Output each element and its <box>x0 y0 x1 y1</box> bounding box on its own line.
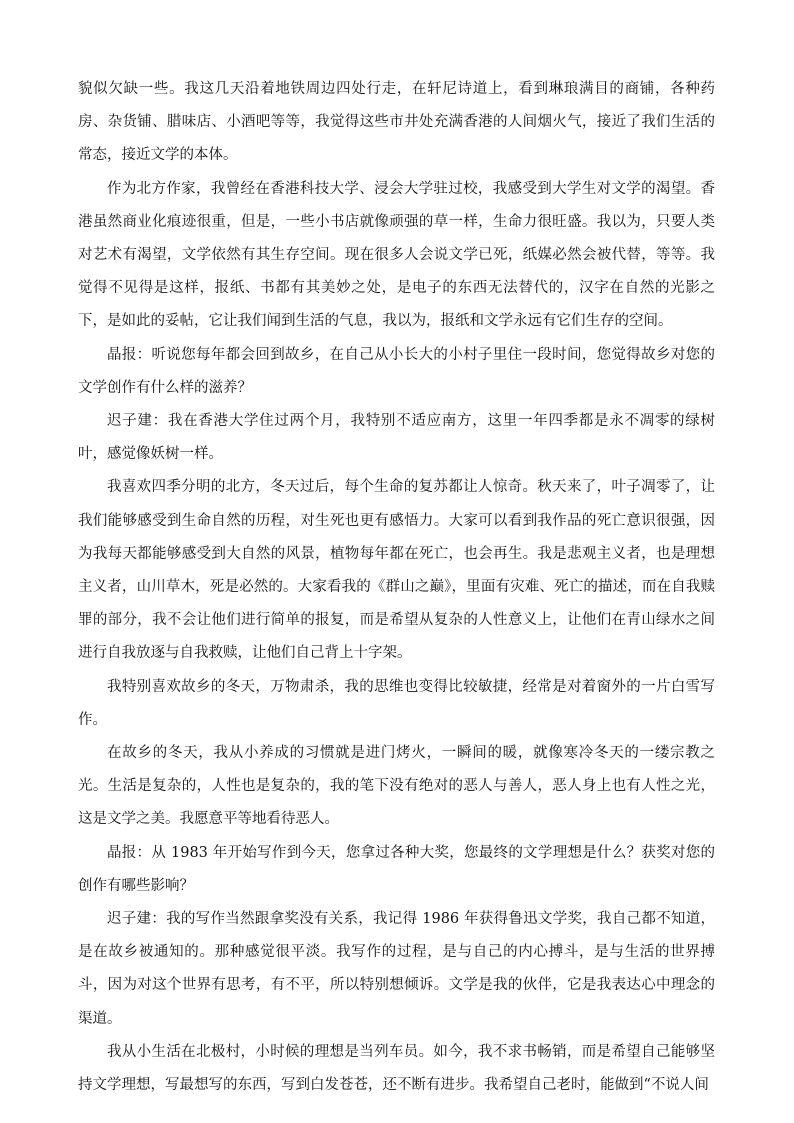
paragraph: 我从小生活在北极村，小时候的理想是当列车员。如今，我不求书畅销，而是希望自己能够坚持文学理想，写最想写的东西，写到白发苍苍，还不断有进步。我希望自己老时，能做到“不说人间 <box>78 1043 715 1094</box>
interview-question: 晶报：从 1983 年开始写作到今天，您拿过各种大奖，您最终的文学理想是什么？获奖对您的创作有哪些影响？ <box>78 844 715 894</box>
interview-answer: 迟子建：我的写作当然跟拿奖没有关系，我记得 1986 年获得鲁迅文学奖，我自己都不知道，是在故乡被通知的。那种感觉很平淡。我写作的过程，是与自己的内心搏斗，是与生活的世界搏斗，因为对这个世界有思考，有不平，所以特别想倾诉。文学是我的伙伴，它是我表达心中理念的渠道。 <box>78 911 715 1027</box>
article-body <box>78 73 715 1102</box>
paragraph: 在故乡的冬天，我从小养成的习惯就是进门烤火，一瞬间的暖，就像寒冷冬天的一缕宗教之光。生活是复杂的，人性也是复杂的，我的笔下没有绝对的恶人与善人，恶人身上也有人性之光，这是文学之美。我愿意平等地看待恶人。 <box>78 745 715 828</box>
interview-question: 晶报：听说您每年都会回到故乡，在自己从小长大的小村子里住一段时间，您觉得故乡对您的文学创作有什么样的滋养？ <box>78 346 715 396</box>
interview-answer: 迟子建：我在香港大学住过两个月，我特别不适应南方，这里一年四季都是永不凋零的绿树叶，感觉像妖树一样。 <box>78 413 715 463</box>
paragraph: 貌似欠缺一些。我这几天沿着地铁周边四处行走，在轩尼诗道上，看到琳琅满目的商铺，各种药房、杂货铺、腊味店、小酒吧等等，我觉得这些市井处充满香港的人间烟火气，接近了我们生活的常态，接近文学的本体。 <box>78 81 715 164</box>
paragraph: 我喜欢四季分明的北方，冬天过后，每个生命的复苏都让人惊奇。秋天来了，叶子凋零了，让我们能够感受到生命自然的历程，对生死也更有感悟力。大家可以看到我作品的死亡意识很强，因为我每天都能够感受到大自然的风景，植物每年都在死亡，也会再生。我是悲观主义者，也是理想主义者，山川草木，死是必然的。大家看我的《群山之巅》，里面有灾难、死亡的描述，而在自我赎罪的部分，我不会让他们进行简单的报复，而是希望从复杂的人性意义上，让他们在青山绿水之间进行自我放逐与自我救赎，让他们自己背上十字架。 <box>78 479 715 662</box>
paragraph: 作为北方作家，我曾经在香港科技大学、浸会大学驻过校，我感受到大学生对文学的渴望。香港虽然商业化痕迹很重，但是，一些小书店就像顽强的草一样，生命力很旺盛。我以为，只要人类对艺术有渴望，文学依然有其生存空间。现在很多人会说文学已死，纸媒必然会被代替，等等。我觉得不见得是这样，报纸、书都有其美妙之处，是电子的东西无法替代的，汉字在自然的光影之下，是如此的妥帖，它让我们闻到生活的气息，我以为，报纸和文学永远有它们生存的空间。 <box>78 180 715 330</box>
paragraph: 我特别喜欢故乡的冬天，万物肃杀，我的思维也变得比较敏捷，经常是对着窗外的一片白雪写作。 <box>78 678 715 728</box>
